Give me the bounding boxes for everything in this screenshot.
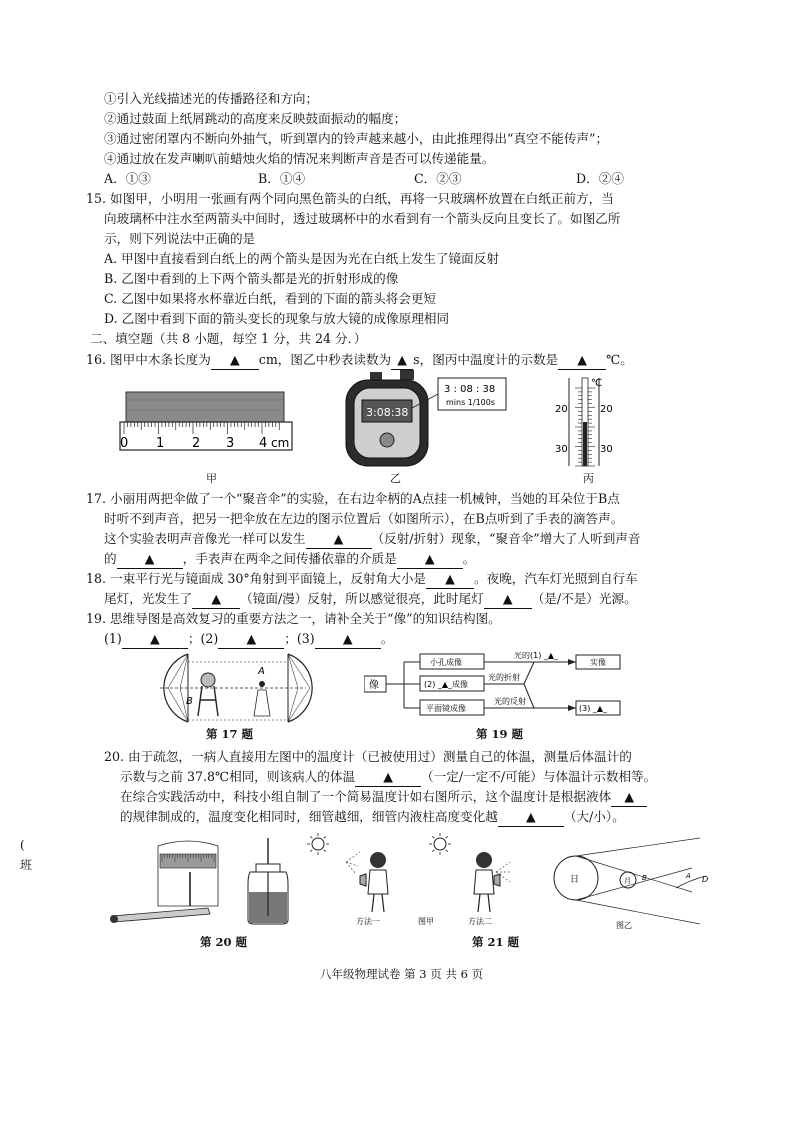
- point-b-label: B: [186, 696, 193, 707]
- q19-end: 。: [380, 631, 394, 646]
- q16-part-4: ℃。: [606, 352, 633, 367]
- q19-label-1: (1): [104, 631, 122, 646]
- q20-line-2-b: （一定/一定不/可能）与体温计示数相等。: [421, 769, 657, 784]
- method-1-label: 方法一: [356, 917, 380, 926]
- tick-mark: [446, 836, 448, 838]
- q17-blank-1: ▲: [306, 530, 372, 549]
- q19-line-1: 19. 思维导图是高效复习的重要方法之一，请补全关于“像”的知识结构图。: [86, 611, 501, 626]
- point-a-label: A: [258, 666, 265, 677]
- fig19-mindmap: [364, 652, 624, 718]
- thermo-liquid: [583, 422, 587, 466]
- wood-strip: [126, 392, 284, 422]
- thermo-right-30: 30: [600, 444, 613, 455]
- thermo-left-30: 30: [555, 444, 568, 455]
- margin-class-mark: 班: [20, 858, 33, 872]
- q14-item-1: ①引入光线描述光的传播路径和方向；: [104, 91, 319, 106]
- q18-line-1-a: 18. 一束平行光与镜面成 30°角射到平面镜上，反射角大小是: [86, 571, 427, 586]
- q17-line-2: 时听不到声音，把另一把伞放在左边的图示位置后（如图所示），在B点听到了手表的滴答声。: [104, 511, 624, 526]
- fig21-yi-label: 图乙: [616, 921, 632, 930]
- stopwatch-figure: [340, 370, 510, 470]
- clock-icon: [259, 681, 265, 687]
- q17-line-1: 17. 小丽用两把伞做了一个“聚音伞”的实验，在右边伞柄的A点挂一机械钟，当她的耳朵位于B点: [86, 491, 620, 506]
- sun-icon-1: [307, 833, 329, 855]
- ruler-tick-0: 0: [120, 436, 129, 451]
- tick-mark: [310, 836, 312, 838]
- ruler-tick-4: 4: [259, 436, 268, 451]
- q14-item-3: ③通过密闭罩内不断向外抽气，听到罩内的铃声越来越小，由此推理得出“真空不能传声”；: [104, 131, 609, 146]
- mindmap-result-3-label: (3) _▲_: [579, 704, 608, 713]
- q17-blank-2: ▲: [117, 550, 183, 569]
- stopwatch-zoom-line-1: 3 : 08 : 38: [444, 384, 496, 395]
- q20-blank-3: ▲: [498, 808, 564, 827]
- q17-line-4: [104, 550, 475, 569]
- point-a-label-21: A: [686, 872, 691, 880]
- fig19-caption: 第 19 题: [476, 727, 524, 741]
- mindmap-edge-1: 光的(1) _▲_: [514, 652, 559, 660]
- ruler-tick-2: 2: [192, 436, 201, 451]
- q16-blank-2: ▲: [391, 351, 413, 370]
- q20-line-4: [120, 808, 625, 827]
- listener-head: [201, 673, 215, 687]
- bottle-2: [494, 874, 500, 886]
- fig16-label-yi: 乙: [390, 472, 401, 485]
- q19-blank-1: ▲: [122, 630, 188, 649]
- page-footer: 八年级物理试卷 第 3 页 共 6 页: [320, 967, 484, 981]
- margin-bracket: (: [20, 838, 25, 852]
- person-body-2: [474, 870, 494, 894]
- method-2-label: 方法二: [468, 917, 492, 926]
- q17-line-3-b: （反射/折射）现象，“聚音伞”增大了人听到声音: [371, 531, 641, 546]
- q19-blank-3: ▲: [315, 630, 381, 649]
- q17-line-3: [104, 530, 641, 549]
- q20-line-4-a: 的规律制成的，温度变化相同时，细管越细，细管内液柱高度变化越: [120, 809, 498, 824]
- fig20-thermometers: [108, 836, 308, 926]
- mindmap-result-real-label: 实像: [590, 658, 606, 667]
- fig16-label-jia: 甲: [206, 472, 217, 485]
- q14-option-c: C．②③: [414, 171, 462, 186]
- q14-option-d: D．②④: [576, 171, 624, 186]
- fig16-label-bing: 丙: [583, 472, 594, 485]
- q17-line-4-c: 。: [462, 551, 476, 566]
- clinical-thermometer: [112, 908, 210, 922]
- q15-stem-1: 15. 如图甲，小明用一张画有两个同向黑色箭头的白纸，再将一只玻璃杯放置在白纸正前方，当: [86, 191, 614, 206]
- mindmap-node-mirror-label: 平面镜成像: [426, 704, 466, 713]
- ruler-tick-3: 3: [226, 436, 235, 451]
- q20-line-4-b: （大/小）。: [563, 809, 625, 824]
- mindmap-edge-3: 光的反射: [494, 697, 526, 706]
- q20-blank-1: ▲: [355, 768, 421, 787]
- q18-line-2-c: （是/不是）光源。: [531, 591, 637, 606]
- q19-blank-2: ▲: [218, 630, 284, 649]
- tick-mark: [432, 836, 434, 838]
- point-d-label-21: D: [702, 875, 709, 884]
- q20-line-2-a: 示数与之前 37.8℃相同，则该病人的体温: [120, 769, 356, 784]
- q18-blank-2: ▲: [192, 590, 240, 609]
- person-head-2: [476, 852, 492, 868]
- mindmap-node-2-label: (2) _▲_成像: [424, 680, 469, 689]
- q15-stem-2: 向玻璃杯中注水至两箭头中间时，透过玻璃杯中的水看到有一个箭头反向且变长了。如图乙所: [104, 211, 621, 226]
- q14-option-a: A．①③: [104, 171, 151, 186]
- thermo-unit: ℃: [591, 378, 603, 389]
- q15-option-d: D. 乙图中看到下面的箭头变长的现象与放大镜的成像原理相同: [104, 311, 450, 326]
- q14-option-b: B．①④: [258, 171, 306, 186]
- fig21-jia-label: 图甲: [418, 917, 434, 926]
- q18-line-2-b: （镜面/漫）反射，所以感觉很亮，此时尾灯: [240, 591, 484, 606]
- stopwatch-reading: 3:08:38: [366, 406, 409, 419]
- point-b-label-21: B: [642, 874, 647, 882]
- q17-blank-3: ▲: [397, 550, 463, 569]
- q20-line-1: 20. 由于疏忽，一病人直接用左图中的温度计（已被使用过）测量自己的体温，测量后体温计的: [104, 749, 632, 764]
- section-2-header: 二、填空题（共 8 小题，每空 1 分，共 24 分．）: [90, 331, 367, 346]
- thermo-left-20: 20: [555, 404, 568, 415]
- q14-item-4: ④通过放在发声喇叭前蜡烛火焰的情况来判断声音是否可以传递能量。: [104, 151, 495, 166]
- q14-options: [104, 170, 624, 188]
- thermo-right-20: 20: [600, 404, 613, 415]
- q17-line-3-a: 这个实验表明声音像光一样可以发生: [104, 531, 306, 546]
- tick-mark: [324, 850, 326, 852]
- bottle-1: [360, 874, 366, 886]
- q18-line-1-b: 。夜晚，汽车灯光照到自行车: [474, 571, 638, 586]
- fig20-caption: 第 20 题: [200, 935, 248, 949]
- q15-option-a: A. 甲图中直接看到白纸上的两个箭头是因为光在白纸上发生了镜面反射: [104, 251, 499, 266]
- q20-line-3: [120, 788, 647, 807]
- q19-label-3: ；(3): [284, 631, 315, 646]
- ruler-tick-1: 1: [156, 436, 165, 451]
- person-head-1: [370, 852, 386, 868]
- fig21-figure: [300, 832, 720, 932]
- q16-text: [86, 351, 633, 370]
- tick-mark: [446, 850, 448, 852]
- mindmap-node-pinhole-label: 小孔成像: [430, 658, 462, 667]
- fig21-caption: 第 21 题: [472, 935, 520, 949]
- mindmap-root-label: 像: [369, 680, 379, 691]
- fig17-umbrellas: [158, 650, 318, 726]
- q19-line-2: [104, 630, 393, 649]
- q16-part-2: cm，图乙中秒表读数为: [258, 352, 392, 367]
- q14-item-2: ②通过鼓面上纸屑跳动的高度来反映鼓面振动的幅度；: [104, 111, 407, 126]
- tick-mark: [324, 836, 326, 838]
- q17-line-4-a: 的: [104, 551, 117, 566]
- q18-line-2: [104, 590, 637, 609]
- person-body-1: [368, 870, 388, 894]
- q18-line-1: [86, 570, 638, 589]
- tick-mark: [432, 850, 434, 852]
- q18-line-2-a: 尾灯，光发生了: [104, 591, 193, 606]
- sun-icon-2: [429, 833, 451, 855]
- q16-part-1: 16. 图甲中木条长度为: [86, 352, 211, 367]
- q16-blank-3: ▲: [558, 351, 606, 370]
- q15-option-c: C. 乙图中如果将水杯靠近白纸，看到的下面的箭头将会更短: [104, 291, 437, 306]
- q17-line-4-b: ，手表声在两伞之间传播依靠的介质是: [182, 551, 397, 566]
- q18-blank-3: ▲: [484, 590, 532, 609]
- ruler-figure: [118, 390, 296, 454]
- q20-blank-2: ▲: [611, 788, 647, 807]
- q20-line-3-a: 在综合实践活动中，科技小组自制了一个简易温度计如右图所示，这个温度计是根据液体: [120, 789, 612, 804]
- stopwatch-zoom-line-2: mins 1/100s: [446, 398, 496, 407]
- moon-label: 月: [624, 877, 631, 885]
- thermometer-figure: [555, 376, 615, 468]
- q16-blank-1: ▲: [211, 351, 259, 370]
- tick-mark: [310, 850, 312, 852]
- q15-option-b: B. 乙图中看到的上下两个箭头都是光的折射形成的像: [104, 271, 399, 286]
- q18-blank-1: ▲: [426, 570, 474, 589]
- q19-label-2: ；(2): [187, 631, 219, 646]
- sun-label: 日: [570, 875, 580, 885]
- q16-part-3: s，图丙中温度计的示数是: [413, 352, 559, 367]
- ruler-unit: cm: [271, 436, 290, 450]
- fig17-caption: 第 17 题: [206, 727, 254, 741]
- mindmap-edge-2: 光的折射: [488, 673, 520, 682]
- q15-stem-3: 示，则下列说法中正确的是: [104, 231, 256, 246]
- q20-line-2: [120, 768, 656, 787]
